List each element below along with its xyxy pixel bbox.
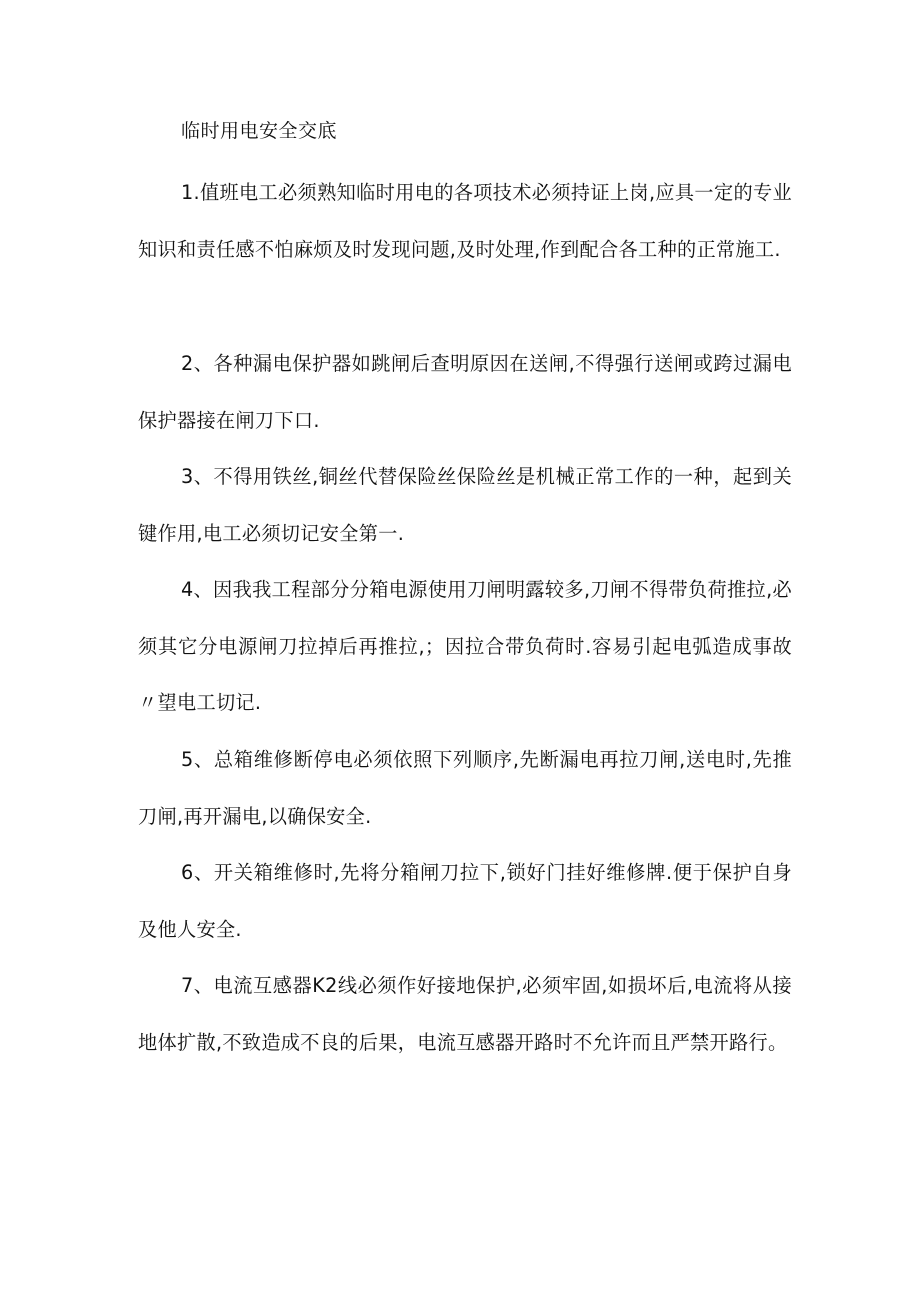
paragraph-2: 2、各种漏电保护器如跳闸后查明原因在送闸,不得强行送闸或跨过漏电保护器接在闸刀下口. [138, 352, 792, 432]
paragraph-4: 4、因我我工程部分分箱电源使用刀闸明露较多,刀闸不得带负荷推拉,必须其它分电源闸刀拉掉后再推拉,；因拉合带负荷时.容易引起电弧造成事故〃望电工切记. [138, 578, 792, 715]
paragraph-5: 5、总箱维修断停电必须依照下列顺序,先断漏电再拉刀闸,送电时,先推刀闸,再开漏电,以确保安全. [138, 748, 792, 828]
paragraph-3: 3、不得用铁丝,铜丝代替保险丝保险丝是机械正常工作的一种，起到关键作用,电工必须切记安全第一. [138, 465, 792, 545]
paragraph-7: 7、电流互感器K2线必须作好接地保护,必须牢固,如损坏后,电流将从接地体扩散,不致造成不良的后果，电流互感器开路时不允许而且严禁开路行。 [138, 974, 792, 1054]
paragraph-1: 1.值班电工必须熟知临时用电的各项技术必须持证上岗,应具一定的专业知识和责任感不怕麻烦及时发现问题,及时处理,作到配合各工种的正常施工. [138, 181, 792, 261]
document-title: 临时用电安全交底 [181, 120, 338, 142]
paragraph-6: 6、开关箱维修时,先将分箱闸刀拉下,锁好门挂好维修牌.便于保护自身及他人安全. [138, 861, 792, 941]
